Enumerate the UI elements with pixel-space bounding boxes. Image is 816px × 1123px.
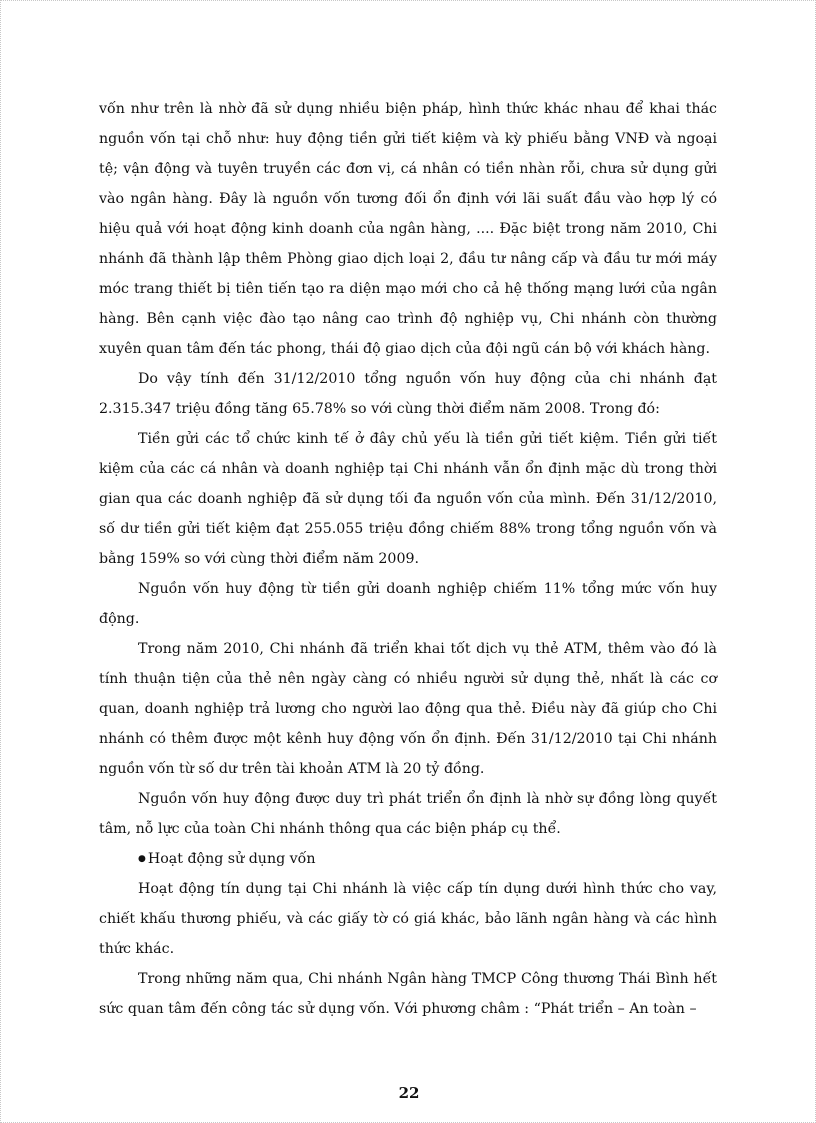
bullet-heading xyxy=(99,844,717,874)
bullet-icon: ● xyxy=(138,854,146,864)
bullet-heading-text: Hoạt động sử dụng vốn xyxy=(147,851,316,867)
paragraph-1: vốn như trên là nhờ đã sử dụng nhiều biện pháp, hình thức khác nhau để khai thác nguồn vốn tại chỗ như: huy động tiền gửi tiết kiệm và kỳ phiếu bằng VNĐ và ngoại tệ; vận động và tuyên truyền các đơn vị, cá nhân có tiền nhàn rỗi, chưa sử dụng gửi vào ngân hàng. Đây là nguồn vốn tương đối ổn định với lãi suất đầu vào hợp lý có hiệu quả với hoạt động kinh doanh của ngân hàng, .... Đặc biệt trong năm 2010, Chi nhánh đã thành lập thêm Phòng giao dịch loại 2, đầu tư nâng cấp và đầu tư mới máy móc trang thiết bị tiên tiến tạo ra diện mạo mới cho cả hệ thống mạng lưới của ngân hàng. Bên cạnh việc đào tạo nâng cao trình độ nghiệp vụ, Chi nhánh còn thường xuyên quan tâm đến tác phong, thái độ giao dịch của đội ngũ cán bộ với khách hàng. xyxy=(99,101,717,357)
paragraph-5: Trong năm 2010, Chi nhánh đã triển khai tốt dịch vụ thẻ ATM, thêm vào đó là tính thuận tiện của thẻ nên ngày càng có nhiều người sử dụng thẻ, nhất là các cơ quan, doanh nghiệp trả lương cho người lao động qua thẻ. Điều này đã giúp cho Chi nhánh có thêm được một kênh huy động vốn ổn định. Đến 31/12/2010 tại Chi nhánh nguồn vốn từ số dư trên tài khoản ATM là 20 tỷ đồng. xyxy=(99,641,717,777)
page-number: 22 xyxy=(398,1084,420,1102)
paragraph-3: Tiền gửi các tổ chức kinh tế ở đây chủ yếu là tiền gửi tiết kiệm. Tiền gửi tiết kiệm của các cá nhân và doanh nghiệp tại Chi nhánh vẫn ổn định mặc dù trong thời gian qua các doanh nghiệp đã sử dụng tối đa nguồn vốn của mình. Đến 31/12/2010, số dư tiền gửi tiết kiệm đạt 255.055 triệu đồng chiếm 88% trong tổng nguồn vốn và bằng 159% so với cùng thời điểm năm 2009. xyxy=(99,431,717,567)
body-text xyxy=(99,94,717,1024)
paragraph-4: Nguồn vốn huy động từ tiền gửi doanh nghiệp chiếm 11% tổng mức vốn huy động. xyxy=(99,581,717,627)
paragraph-7: Hoạt động tín dụng tại Chi nhánh là việc cấp tín dụng dưới hình thức cho vay, chiết khấu thương phiếu, và các giấy tờ có giá khác, bảo lãnh ngân hàng và các hình thức khác. xyxy=(99,881,717,957)
paragraph-2: Do vậy tính đến 31/12/2010 tổng nguồn vốn huy động của chi nhánh đạt 2.315.347 triệu đồng tăng 65.78% so với cùng thời điểm năm 2008. Trong đó: xyxy=(99,371,717,417)
paragraph-6: Nguồn vốn huy động được duy trì phát triển ổn định là nhờ sự đồng lòng quyết tâm, nỗ lực của toàn Chi nhánh thông qua các biện pháp cụ thể. xyxy=(99,791,717,837)
paragraph-8: Trong những năm qua, Chi nhánh Ngân hàng TMCP Công thương Thái Bình hết sức quan tâm đến công tác sử dụng vốn. Với phương châm : “Phát triển – An toàn – xyxy=(99,971,717,1017)
